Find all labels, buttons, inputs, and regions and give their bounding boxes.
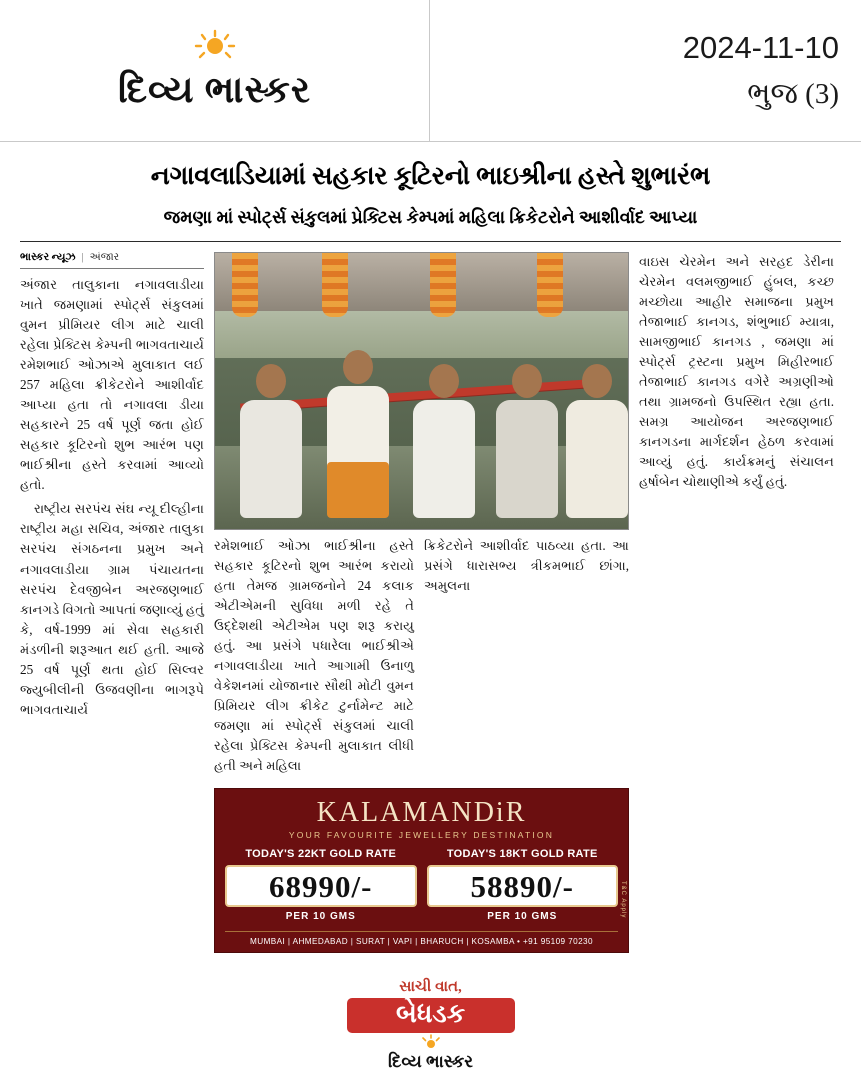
sun-icon xyxy=(347,1033,515,1051)
paragraph: રમેશભાઈ ઓઝા ભાઈશ્રીના હસ્તે સહકાર કૂટિરનો શુભ આરંભ કરાયો હતા તેમજ ગ્રામજનોને 24 કલાક એટીએમની સુવિધા મળી રહે તે ઉદ્દેશથી એટીએમ પણ શરૂ કરાયુ હતું. આ પ્રસંગે પધારેલા ભાઈશ્રીએ નગાવલાડીયા ખાતે આગામી ઉનાળુ વેકેશનમાં યોજાનાર સૌથી મોટી વુમન પ્રિમિયર લીગ ક્રીકેટ ટુર્નામેન્ટ માટે જમણા માં સ્પોર્ટ્સ સંકુલમાં ચાલી રહેલા પ્રેક્ટિસ કેમ્પની મુલાકાત લીધી હતી અને મહિલા xyxy=(214,537,414,774)
ad-tagline: YOUR FAVOURITE JEWELLERY DESTINATION xyxy=(288,830,555,841)
paragraph: અંજાર તાલુકાના નગાવલાડીયા ખાતે જમણામાં સ્પોર્ટ્સ સંકુલમાં વુમન પ્રીમિયર લીગ માટે ચાલી રહેલા પ્રેક્ટિસ કેમ્પની ભાગવતાચાર્ય રમેશભાઈ ઓઝાએ મુલાકાત લઈ 257 મહિલા ક્રીકેટરોને આશીર્વાદ આપ્યા હતા તો નગાવલા ડીયા સહકારને 25 વર્ષ પૂર્ણ જતા હોઈ સહકાર કૂટિરનો શુભ આરંભ પણ ભાઈશ્રીના હસ્તે કરવામાં આવ્યો હતો. xyxy=(20,276,204,493)
paragraph: વાઇસ ચેરમેન અને સરહદ ડેરીના ચેરમેન વલમજીભાઈ હુંબલ, કચ્છ મચ્છોયા આહીર સમાજના પ્રમુખ તેજાભાઈ કાનગડ, શંભુભાઈ મ્યાત્રા, સામજીભાઈ કાનગડ , જમણા માં સ્પોર્ટ્સ ટ્રસ્ટના પ્રમુખ મિહીરભાઈ તેજાભાઈ કાનગડ વગેરે અગ્રણીઓ તથા ગ્રામજનો ઉપસ્થિત રહ્યા હતા. સમગ્ર આયોજન અરજણભાઈ કાનગડના માર્ગદર્શન હેઠળ કરવામાં આવ્યું હતું. કાર્યક્રમનું સંચાલન હર્ષાબેન ચોથાણીએ કર્યું હતું. xyxy=(639,253,834,490)
footer xyxy=(0,979,861,1072)
caption-column-1 xyxy=(214,536,414,781)
footer-tagline-line2: બેધડક xyxy=(347,998,515,1033)
photo-person xyxy=(413,364,475,518)
sun-icon xyxy=(194,30,236,65)
rate-value: 68990/- xyxy=(225,865,417,907)
ad-disclaimer: T&C Apply xyxy=(620,881,626,919)
edition-label: ભુજ (3) xyxy=(747,78,839,110)
subheadline: જમણા માં સ્પોર્ટ્સ સંકુલમાં પ્રેક્ટિસ કેમ્પમાં મહિલા ક્રિકેટરોને આશીર્વાદ આપ્યા xyxy=(20,206,841,242)
garland-decor xyxy=(537,253,563,317)
masthead-brand-block xyxy=(0,0,430,141)
advertisement[interactable] xyxy=(214,788,629,953)
column-right-text xyxy=(639,252,834,493)
article-columns xyxy=(20,252,841,954)
gold-rate-row xyxy=(225,848,618,922)
rate-unit: PER 10 GMS xyxy=(285,911,356,923)
article-photo xyxy=(214,252,629,530)
byline-source: ભાસ્કર ન્યૂઝ xyxy=(20,251,76,263)
column-left-text xyxy=(20,275,204,720)
ad-locations: MUMBAI | AHMEDABAD | SURAT | VAPI | BHARUCH | KOSAMBA • +91 95109 70230 xyxy=(225,931,618,946)
ad-brand-name: KALAMANDiR xyxy=(316,797,527,829)
photo-person xyxy=(566,364,628,518)
paragraph: રાષ્ટ્રીય સરપંચ સંઘ ન્યૂ દીલ્હીના રાષ્ટ્રીય મહા સચિવ, અંજાર તાલુકા સરપંચ સંગઠનના પ્રમુખ અને નગાવલાડીયા ગ્રામ પંચાયતના સરપંચ દેવજીબેન અરજણભાઈ કાનગડે વિગતો આપતાં જણાવ્યું હતું કે, વર્ષ-1999 માં સેવા સહકારી મંડળીની શરૂઆત થઈ હતી. આજે 25 વર્ષ પૂર્ણ થતા હોઈ સિલ્વર જ્યુબીલીની ઉજવણીના ભાગરૂપે ભાગવતાચાર્ય xyxy=(20,501,204,717)
rate-label: TODAY'S 18KT GOLD RATE xyxy=(446,848,598,861)
garland-decor xyxy=(322,253,348,317)
headline: નગાવલાડિયામાં સહકાર કૂટિરનો ભાઇશ્રીના હસ્તે શુભારંભ xyxy=(150,161,711,190)
byline-place: અંજાર xyxy=(89,251,120,263)
column-left xyxy=(20,252,204,954)
issue-date: 2024-11-10 xyxy=(682,30,839,65)
column-middle xyxy=(214,252,629,954)
brand-title: દિવ્ય ભાસ્કર xyxy=(117,69,312,111)
gold-rate-18kt xyxy=(427,848,619,922)
rate-label: TODAY'S 22KT GOLD RATE xyxy=(245,848,397,861)
garland-decor xyxy=(232,253,258,317)
photo-person xyxy=(240,364,302,518)
column-right xyxy=(639,252,834,954)
byline xyxy=(20,252,204,269)
byline-separator: | xyxy=(81,252,84,264)
photo-person xyxy=(327,350,389,518)
rate-unit: PER 10 GMS xyxy=(487,911,558,923)
footer-brand: દિવ્ય ભાસ્કર xyxy=(387,1051,474,1071)
footer-tagline-line1: સાચી વાત, xyxy=(399,979,462,996)
photo-person xyxy=(496,364,558,518)
rate-value: 58890/- xyxy=(427,865,619,907)
masthead xyxy=(0,0,861,142)
masthead-meta-block xyxy=(430,0,861,141)
article xyxy=(0,142,861,953)
garland-decor xyxy=(430,253,456,317)
footer-badge xyxy=(347,979,515,1072)
paragraph: ક્રિકેટરોને આશીર્વાદ પાઠવ્યા હતા. આ પ્રસંગે ધારાસભ્ય ત્રીકમભાઈ છાંગા, અમુલના xyxy=(424,537,629,593)
photo-canopy xyxy=(215,253,628,311)
photo-caption-columns xyxy=(214,536,629,781)
caption-column-2 xyxy=(424,536,629,781)
gold-rate-22kt xyxy=(225,848,417,922)
